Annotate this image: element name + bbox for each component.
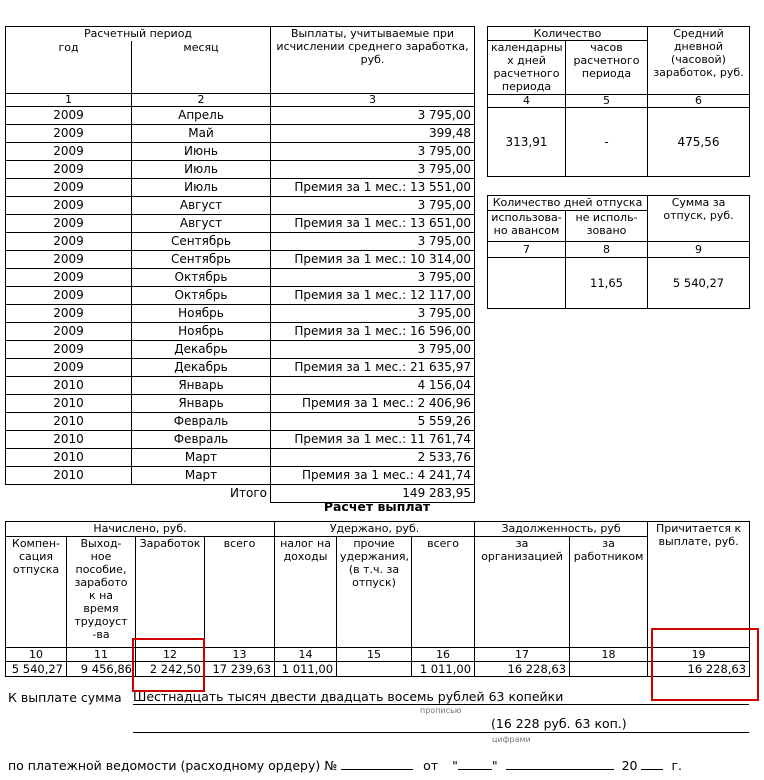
col-number: 6 — [648, 95, 750, 108]
statement-text: по платежной ведомости (расходному ордеру) № — [8, 758, 338, 773]
row-year: 2010 — [6, 467, 132, 485]
amount-digits: (16 228 руб. 63 коп.) — [491, 716, 627, 731]
row-year: 2009 — [6, 269, 132, 287]
calc-column-header: всего — [205, 537, 275, 648]
period-row — [6, 197, 475, 215]
row-month: Март — [132, 449, 271, 467]
row-amount: 2 533,76 — [271, 449, 475, 467]
row-amount: 3 795,00 — [271, 197, 475, 215]
vacation-table — [487, 195, 750, 309]
calc-value: 9 456,86 — [67, 662, 136, 677]
row-month: Январь — [132, 395, 271, 413]
row-month: Октябрь — [132, 287, 271, 305]
calendar-days-header: календарны х дней расчетного периода — [488, 41, 566, 95]
calc-column-header: Компен- сация отпуска — [6, 537, 67, 648]
col-number: 4 — [488, 95, 566, 108]
statement-number-field[interactable] — [341, 757, 413, 770]
row-month: Январь — [132, 377, 271, 395]
avg-earnings-value: 475,56 — [648, 108, 750, 177]
col-number: 8 — [566, 242, 648, 258]
row-month: Сентябрь — [132, 251, 271, 269]
row-amount: Премия за 1 мес.: 10 314,00 — [271, 251, 475, 269]
col-number: 16 — [412, 648, 475, 662]
row-year: 2009 — [6, 179, 132, 197]
vacation-sum-header: Сумма за отпуск, руб. — [648, 196, 750, 242]
calc-value — [570, 662, 648, 677]
period-row — [6, 413, 475, 431]
month-field[interactable] — [506, 757, 614, 770]
period-row — [6, 161, 475, 179]
period-row — [6, 287, 475, 305]
period-row — [6, 143, 475, 161]
digits-caption: цифрами — [492, 735, 531, 744]
row-amount: 3 795,00 — [271, 143, 475, 161]
year-header: год — [6, 41, 132, 94]
period-row — [6, 107, 475, 125]
total-label: Итого — [132, 485, 271, 503]
used-advance-header: использова- но авансом — [488, 211, 566, 242]
row-year: 2010 — [6, 431, 132, 449]
row-year: 2010 — [6, 395, 132, 413]
calc-column-header: налог на доходы — [275, 537, 337, 648]
row-amount: Премия за 1 мес.: 2 406,96 — [271, 395, 475, 413]
year-suffix: г. — [671, 758, 682, 773]
calc-value: 1 011,00 — [275, 662, 337, 677]
row-amount: Премия за 1 мес.: 21 635,97 — [271, 359, 475, 377]
row-month: Февраль — [132, 431, 271, 449]
row-month: Июнь — [132, 143, 271, 161]
calc-value — [337, 662, 412, 677]
due-header: Причитается к выплате, руб. — [648, 522, 750, 648]
col-number: 9 — [648, 242, 750, 258]
period-row — [6, 179, 475, 197]
hours-header: часов расчетного периода — [566, 41, 648, 95]
col-number: 14 — [275, 648, 337, 662]
col-number: 11 — [67, 648, 136, 662]
withheld-group-header: Удержано, руб. — [275, 522, 475, 537]
row-year: 2010 — [6, 449, 132, 467]
row-year: 2009 — [6, 251, 132, 269]
vacation-days-header: Количество дней отпуска — [488, 196, 648, 211]
quantity-header: Количество — [488, 27, 648, 41]
row-year: 2010 — [6, 413, 132, 431]
calendar-days-value: 313,91 — [488, 108, 566, 177]
row-year: 2009 — [6, 125, 132, 143]
col-number: 15 — [337, 648, 412, 662]
calc-column-header: прочие удержания, (в т.ч. за отпуск) — [337, 537, 412, 648]
period-row — [6, 341, 475, 359]
payments-calc-table — [5, 521, 750, 677]
row-month: Ноябрь — [132, 323, 271, 341]
words-caption: прописью — [420, 706, 462, 715]
row-amount: Премия за 1 мес.: 12 117,00 — [271, 287, 475, 305]
row-amount: 5 559,26 — [271, 413, 475, 431]
row-month: Август — [132, 215, 271, 233]
period-row — [6, 323, 475, 341]
calc-column-header: за работником — [570, 537, 648, 648]
col-number: 3 — [271, 94, 475, 107]
row-month: Март — [132, 467, 271, 485]
period-row — [6, 233, 475, 251]
row-month: Июль — [132, 179, 271, 197]
period-row — [6, 269, 475, 287]
calc-column-header: Заработок — [136, 537, 205, 648]
row-amount: 3 795,00 — [271, 161, 475, 179]
not-used-header: не исполь- зовано — [566, 211, 648, 242]
row-amount: 3 795,00 — [271, 305, 475, 323]
row-year: 2009 — [6, 143, 132, 161]
col-number: 7 — [488, 242, 566, 258]
row-amount: 399,48 — [271, 125, 475, 143]
row-month: Апрель — [132, 107, 271, 125]
row-month: Август — [132, 197, 271, 215]
highlight-earnings — [132, 638, 205, 692]
row-month: Май — [132, 125, 271, 143]
row-amount: Премия за 1 мес.: 4 241,74 — [271, 467, 475, 485]
col-number: 5 — [566, 95, 648, 108]
row-year: 2009 — [6, 233, 132, 251]
row-amount: 3 795,00 — [271, 269, 475, 287]
row-year: 2009 — [6, 107, 132, 125]
calc-value: 2 242,50 — [136, 662, 205, 677]
calc-value: 1 011,00 — [412, 662, 475, 677]
col-number: 10 — [6, 648, 67, 662]
row-year: 2009 — [6, 341, 132, 359]
period-rows — [6, 107, 475, 485]
row-month: Ноябрь — [132, 305, 271, 323]
period-header: Расчетный период — [6, 27, 271, 42]
used-advance-value — [488, 258, 566, 309]
period-row — [6, 395, 475, 413]
year-field[interactable] — [641, 757, 663, 770]
payments-header: Выплаты, учитываемые при исчислении среднего заработка, руб. — [271, 27, 475, 94]
amount-words: Шестнадцать тысяч двести двадцать восемь рублей 63 копейки — [133, 689, 749, 705]
statement-line — [8, 757, 682, 773]
row-year: 2009 — [6, 197, 132, 215]
row-amount: Премия за 1 мес.: 13 651,00 — [271, 215, 475, 233]
row-amount: 4 156,04 — [271, 377, 475, 395]
vacation-sum-value: 5 540,27 — [648, 258, 750, 309]
row-month: Октябрь — [132, 269, 271, 287]
row-year: 2009 — [6, 287, 132, 305]
quote-close: " — [491, 758, 498, 773]
hours-value: - — [566, 108, 648, 177]
period-row — [6, 305, 475, 323]
period-row — [6, 359, 475, 377]
day-field[interactable] — [458, 757, 492, 770]
row-year: 2009 — [6, 323, 132, 341]
calc-value: 16 228,63 — [475, 662, 570, 677]
calc-column-header: за организацией — [475, 537, 570, 648]
row-amount: 3 795,00 — [271, 107, 475, 125]
row-month: Декабрь — [132, 341, 271, 359]
row-amount: 3 795,00 — [271, 341, 475, 359]
col-number: 1 — [6, 94, 132, 107]
month-header: месяц — [132, 41, 271, 94]
calc-value: 16 228,63 — [648, 662, 750, 677]
row-year: 2009 — [6, 161, 132, 179]
row-year: 2009 — [6, 215, 132, 233]
row-month: Июль — [132, 161, 271, 179]
period-row — [6, 377, 475, 395]
periods-table — [5, 26, 475, 503]
row-month: Февраль — [132, 413, 271, 431]
row-amount: Премия за 1 мес.: 13 551,00 — [271, 179, 475, 197]
quantity-table — [487, 26, 750, 177]
period-row — [6, 449, 475, 467]
digits-line — [133, 715, 749, 733]
row-month: Декабрь — [132, 359, 271, 377]
payments-calc-title: Расчет выплат — [323, 499, 431, 514]
calc-value: 5 540,27 — [6, 662, 67, 677]
col-number: 2 — [132, 94, 271, 107]
col-number: 12 — [136, 648, 205, 662]
period-row — [6, 215, 475, 233]
avg-earnings-header: Средний дневной (часовой) заработок, руб. — [648, 27, 750, 95]
not-used-value: 11,65 — [566, 258, 648, 309]
row-amount: Премия за 1 мес.: 16 596,00 — [271, 323, 475, 341]
calc-column-header: Выход- ное пособие, заработо к на время трудоуст -ва — [67, 537, 136, 648]
calc-value: 17 239,63 — [205, 662, 275, 677]
pay-amount-label: К выплате сумма — [8, 690, 122, 705]
row-month: Сентябрь — [132, 233, 271, 251]
row-year: 2009 — [6, 305, 132, 323]
total-value: 149 283,95 — [271, 485, 475, 503]
period-row — [6, 467, 475, 485]
calc-column-header: всего — [412, 537, 475, 648]
quote-open: " — [452, 758, 458, 773]
year-prefix: 20 — [621, 758, 638, 773]
period-row — [6, 431, 475, 449]
row-year: 2009 — [6, 359, 132, 377]
row-year: 2010 — [6, 377, 132, 395]
col-number: 19 — [648, 648, 750, 662]
row-amount: 3 795,00 — [271, 233, 475, 251]
accrued-group-header: Начислено, руб. — [6, 522, 275, 537]
period-row — [6, 251, 475, 269]
col-number: 18 — [570, 648, 648, 662]
debt-group-header: Задолженность, руб — [475, 522, 648, 537]
col-number: 13 — [205, 648, 275, 662]
col-number: 17 — [475, 648, 570, 662]
period-row — [6, 125, 475, 143]
from-label: от — [423, 758, 439, 773]
row-amount: Премия за 1 мес.: 11 761,74 — [271, 431, 475, 449]
